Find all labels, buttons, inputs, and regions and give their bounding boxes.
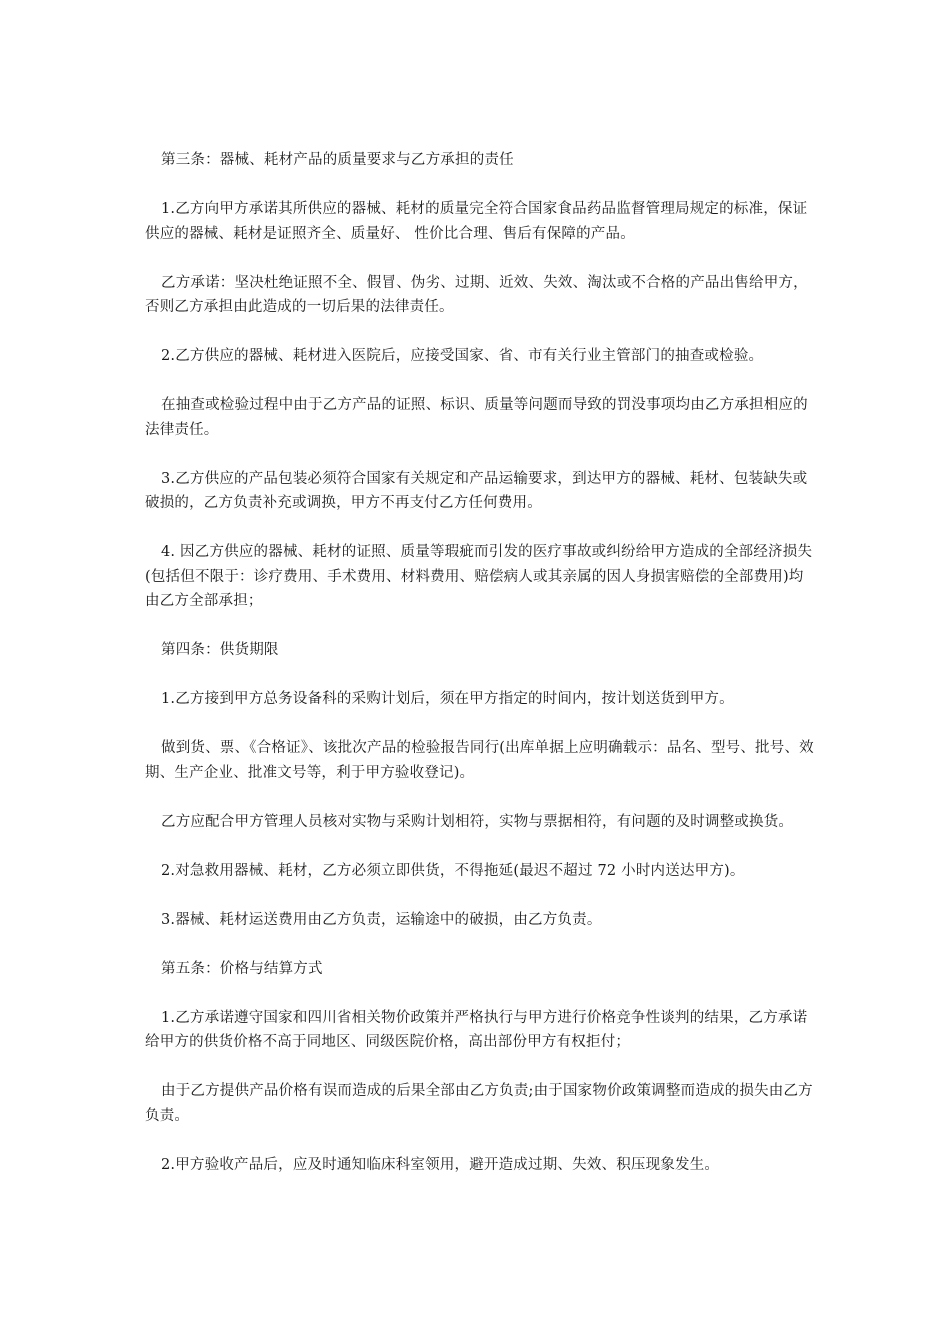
article-3-heading: 第三条：器械、耗材产品的质量要求与乙方承担的责任 [161,152,514,168]
article-4-item-2: 2.对急救用器械、耗材，乙方必须立即供货，不得拖延(最迟不超过 72 小时内送达甲方)。 [161,862,745,879]
article-4-item-1-docs: 做到货、票、《合格证》、该批次产品的检验报告同行(出库单据上应明确载示：品名、型号、批号、效期、生产企业、批准文号等，利于甲方验收登记)。 [145,740,814,781]
article-5-item-2: 2.甲方验收产品后，应及时通知临床科室领用，避开造成过期、失效、积压现象发生。 [161,1156,720,1173]
article-3-item-1: 1.乙方向甲方承诺其所供应的器械、耗材的质量完全符合国家食品药品监督管理局规定的标准，保证供应的器械、耗材是证照齐全、质量好、 性价比合理、售后有保障的产品。 [145,201,808,242]
article-4-item-1: 1.乙方接到甲方总务设备科的采购计划后，须在甲方指定的时间内，按计划送货到甲方。 [161,691,734,707]
article-4-item-3: 3.器械、耗材运送费用由乙方负责，运输途中的破损，由乙方负责。 [161,911,602,928]
article-4-heading: 第四条：供货期限 [161,642,279,658]
article-5-item-1-loss: 由于乙方提供产品价格有误而造成的后果全部由乙方负责;由于国家物价政策调整而造成的损失由乙方负责。 [145,1083,813,1124]
article-3-item-4: 4. 因乙方供应的器械、耗材的证照、质量等瑕疵而引发的医疗事故或纠纷给甲方造成的全部经济损失(包括但不限于：诊疗费用、手术费用、材料费用、赔偿病人或其亲属的因人身损害赔偿的全部费用)均由乙方全部承担； [145,544,813,609]
article-3-item-2-liability: 在抽查或检验过程中由于乙方产品的证照、标识、质量等问题而导致的罚没事项均由乙方承担相应的法律责任。 [145,397,808,438]
article-3-item-2: 2.乙方供应的器械、耗材进入医院后，应接受国家、省、市有关行业主管部门的抽查或检验。 [161,348,764,364]
article-3-item-1-promise: 乙方承诺：坚决杜绝证照不全、假冒、伪劣、过期、近效、失效、淘汰或不合格的产品出售给甲方，否则乙方承担由此造成的一切后果的法律责任。 [145,274,808,315]
article-5-heading: 第五条：价格与结算方式 [161,960,323,977]
article-4-item-1-verify: 乙方应配合甲方管理人员核对实物与采购计划相符，实物与票据相符，有问题的及时调整或换货。 [161,813,794,830]
document-body [145,148,815,1202]
article-5-item-1: 1.乙方承诺遵守国家和四川省相关物价政策并严格执行与甲方进行价格竞争性谈判的结果，乙方承诺给甲方的供货价格不高于同地区、同级医院价格，高出部份甲方有权拒付； [145,1009,808,1050]
article-3-item-3: 3.乙方供应的产品包装必须符合国家有关规定和产品运输要求，到达甲方的器械、耗材、包装缺失或破损的，乙方负责补充或调换，甲方不再支付乙方任何费用。 [145,470,808,511]
